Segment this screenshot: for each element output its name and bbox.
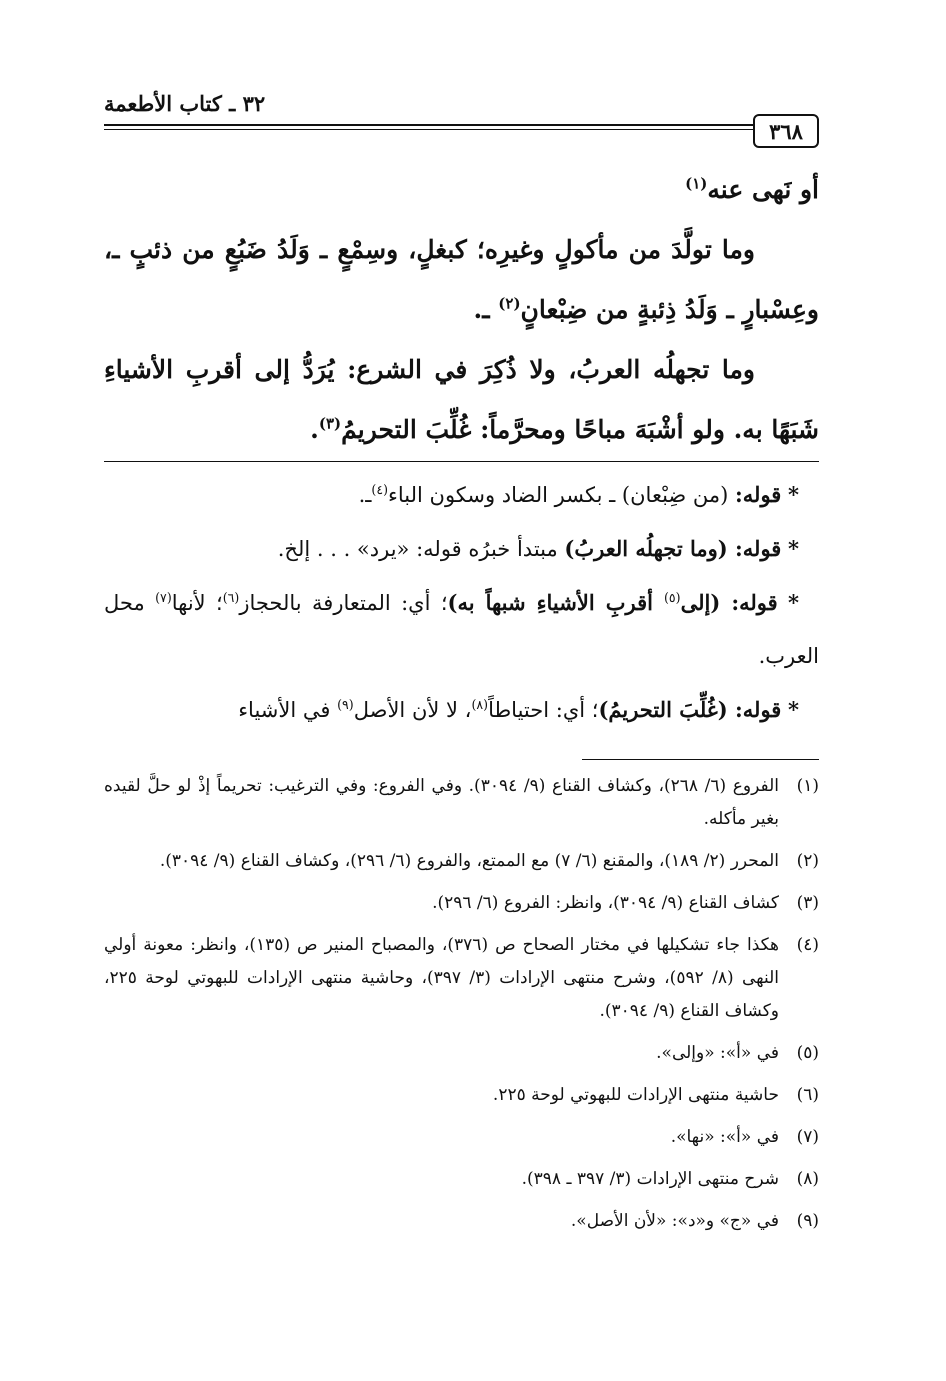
footnote	[104, 1079, 819, 1112]
footnote	[104, 770, 819, 836]
footnote-divider	[582, 759, 819, 760]
footnote-text: الفروع (٦/ ٢٦٨)، وكشاف القناع (٩/ ٣٠٩٤). وفي الفروع: وفي الترغيب: تحريماً إذْ لو حلَّ لقيده بغير مأكله.	[104, 776, 779, 829]
footnote	[104, 1121, 819, 1154]
commentary-lead: قوله:	[735, 697, 782, 722]
footnote-text: المحرر (٢/ ١٨٩)، والمقنع (٦/ ٧) مع الممتع، والفروع (٦/ ٢٩٦)، وكشاف القناع (٩/ ٣٠٩٤).	[159, 851, 779, 871]
page-header	[104, 88, 819, 148]
footnote	[104, 845, 819, 878]
star-bullet: *	[788, 590, 799, 615]
footnote-ref: (٢)	[498, 294, 521, 313]
footnote-number: (٤)	[796, 935, 819, 955]
star-bullet: *	[788, 536, 799, 561]
commentary-text: (من ضِبْعان) ـ بكسر الضاد وسكون الباء	[388, 483, 736, 507]
footnote-ref: (٤)	[371, 482, 388, 497]
commentary-lead: قوله:	[735, 536, 782, 561]
footnote-number: (٨)	[796, 1169, 819, 1189]
commentary-text: ؛ أي: احتياطاً	[488, 698, 599, 722]
footnote-number: (٩)	[796, 1211, 819, 1231]
main-text-span: وما تجهلُه العربُ، ولا ذُكِرَ في الشرع: يُرَدُّ إلى أقربِ الأشياءِ شَبَهًا به. ولو أشْبَهَ مباحًا ومحرَّماً: غُلِّبَ التحريمُ	[104, 355, 819, 444]
commentary-text: ـ.	[358, 483, 372, 507]
main-paragraph-1	[104, 160, 819, 220]
footnote-text: هكذا جاء تشكيلها في مختار الصحاح ص (٣٧٦)، والمصباح المنير ص (١٣٥)، وانظر: معونة أولي النهى (٨/ ٥٩٢)، وشرح منتهى الإرادات (٣/ ٣٩٧)، وحاشية منتهى الإرادات للبهوتي لوحة ٢٢٥، وكشاف القناع (٩/ ٣٠٩٤).	[104, 935, 779, 1021]
footnote	[104, 929, 819, 1028]
commentary-item-4	[104, 683, 819, 737]
commentary-text: محل العرب.	[104, 591, 819, 668]
footnote-number: (١)	[796, 776, 819, 796]
footnote-text: في «ج» و«د»: «لأن الأصل».	[570, 1211, 779, 1231]
footnote-number: (٦)	[796, 1085, 819, 1105]
footnote-number: (٢)	[796, 851, 819, 871]
footnote-number: (٧)	[796, 1127, 819, 1147]
commentary-item-2	[104, 522, 819, 576]
commentary-quote: (إلى	[680, 590, 732, 615]
footnote-number: (٥)	[796, 1043, 819, 1063]
commentary-text: ؛ لأنها	[171, 591, 223, 615]
text-divider	[104, 461, 819, 462]
running-title: ٣٢ ـ كتاب الأطعمة	[104, 91, 266, 116]
footnote	[104, 1163, 819, 1196]
star-bullet: *	[788, 482, 799, 507]
commentary-section	[104, 468, 819, 737]
commentary-quote: (وما تجهلُه العربُ)	[564, 536, 736, 561]
main-text-span: ـ.	[473, 295, 499, 324]
main-paragraph-3	[104, 340, 819, 460]
star-bullet: *	[788, 697, 799, 722]
footnote-ref: (٧)	[155, 590, 172, 605]
commentary-item-3	[104, 576, 819, 683]
commentary-text: ؛ أي: المتعارفة بالحجاز	[239, 591, 448, 615]
main-text-span: أو نَهى عنه	[707, 175, 819, 204]
main-text-span: وما تولَّدَ من مأكولٍ وغيرِه؛ كبغلٍ، وسِمْعٍ ـ وَلَدُ ضَبُعٍ من ذئبٍ ـ، وعِسْبارٍ ـ وَلَدُ ذِئبةٍ من ضِبْعانٍ	[104, 235, 819, 324]
footnote-ref: (١)	[685, 174, 708, 193]
header-rule	[104, 124, 757, 126]
main-paragraph-2	[104, 220, 819, 340]
footnote-ref: (٦)	[222, 590, 240, 605]
footnote	[104, 1205, 819, 1238]
commentary-lead: قوله:	[735, 482, 782, 507]
page-number: ٣٦٨	[753, 114, 819, 148]
footnote	[104, 887, 819, 920]
footnotes-section	[104, 770, 819, 1247]
commentary-item-1	[104, 468, 819, 522]
header-rule-thin	[104, 129, 757, 130]
commentary-text: في الأشياء	[238, 698, 338, 722]
main-text-span: .	[310, 415, 319, 444]
footnote-text: في «أ»: «وإلى».	[656, 1043, 779, 1063]
commentary-quote: أقربِ الأشياءِ شبهاً به)	[447, 590, 664, 615]
footnote-text: كشاف القناع (٩/ ٣٠٩٤)، وانظر: الفروع (٦/ ٢٩٦).	[432, 893, 779, 913]
commentary-quote: (غُلِّبَ التحريمُ)	[598, 697, 736, 722]
footnote-text: في «أ»: «نها».	[670, 1127, 779, 1147]
footnote-text: شرح منتهى الإرادات (٣/ ٣٩٧ ـ ٣٩٨).	[521, 1169, 779, 1189]
footnote-ref: (٩)	[337, 697, 354, 712]
main-text	[104, 160, 819, 460]
footnote-ref: (٥)	[663, 590, 681, 605]
footnote-ref: (٨)	[471, 697, 489, 712]
commentary-text: مبتدأ خبرُه قوله: «يرد» . . . إلخ.	[277, 537, 565, 561]
commentary-lead: قوله:	[731, 590, 778, 615]
footnote-number: (٣)	[796, 893, 819, 913]
footnote-text: حاشية منتهى الإرادات للبهوتي لوحة ٢٢٥.	[492, 1085, 779, 1105]
footnote	[104, 1037, 819, 1070]
commentary-text: ، لا لأن الأصل	[353, 698, 472, 722]
footnote-ref: (٣)	[318, 414, 342, 433]
